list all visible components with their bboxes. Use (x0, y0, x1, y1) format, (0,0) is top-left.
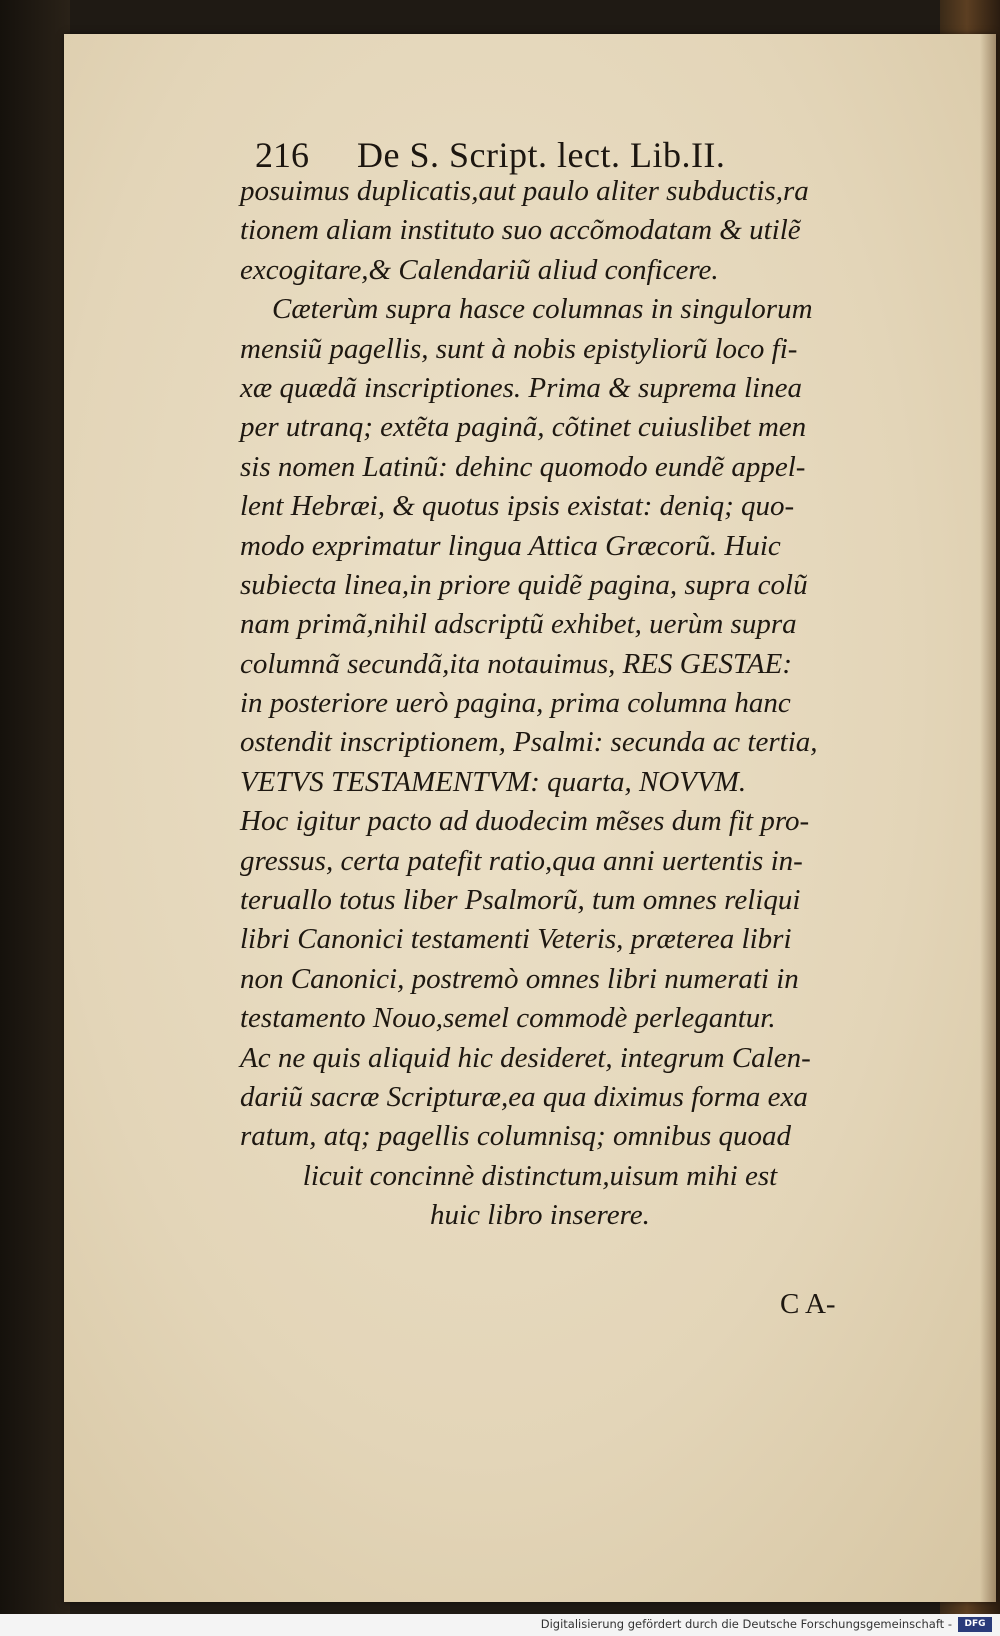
text-line: lent Hebræi, & quotus ipsis existat: deniq; quo- (240, 490, 795, 523)
body-text (240, 172, 840, 1236)
text-line: Hoc igitur pacto ad duodecim mẽses dum fit pro- (240, 805, 810, 838)
text-line: Ac ne quis aliquid hic desideret, integrum Calen- (240, 1041, 811, 1074)
text-line: non Canonici, postremò omnes libri numerati in (240, 962, 799, 995)
text-line: xæ quædã inscriptiones. Prima & suprema linea (240, 371, 802, 404)
text-line: VETVS TESTAMENTVM: quarta, NOVVM. (240, 765, 747, 798)
text-line: subiecta linea,in priore quidẽ pagina, supra colũ (240, 568, 808, 601)
text-line: libri Canonici testamenti Veteris, præterea libri (240, 923, 792, 956)
text-line: nam primã,nihil adscriptũ exhibet, uerùm supra (240, 608, 797, 641)
text-line: dariũ sacræ Scripturæ,ea qua diximus forma exa (240, 1080, 808, 1113)
text-line: posuimus duplicatis,aut paulo aliter subductis,ra (240, 175, 809, 207)
text-line: teruallo totus liber Psalmorũ, tum omnes reliqui (240, 884, 801, 917)
footer-credit: Digitalisierung gefördert durch die Deutsche Forschungsgemeinschaft - (540, 1617, 952, 1631)
text-line: Cæterùm supra hasce columnas in singulorum (272, 293, 813, 326)
text-line: ratum, atq; pagellis columnisq; omnibus quoad (240, 1120, 791, 1153)
text-line: licuit concinnè distinctum,uisum mihi est (302, 1159, 778, 1192)
text-line: excogitare,& Calendariũ aliud conficere. (240, 253, 719, 286)
dfg-logo: DFG (958, 1617, 992, 1632)
text-line: mensiũ pagellis, sunt à nobis epistyliorũ loco fi- (240, 332, 798, 365)
text-line: tionem aliam instituto suo accõmodatam & utilẽ (240, 214, 801, 247)
running-title: De S. Script. lect. Lib.II. (357, 135, 726, 175)
page-edge-shadow (980, 34, 996, 1602)
text-line: testamento Nouo,semel commodè perlegantur. (240, 1002, 776, 1035)
text-line: per utranq; extẽta paginã, cõtinet cuiuslibet men (240, 411, 807, 444)
catchword: C A- (780, 1288, 836, 1320)
text-line: columnã secundã,ita notauimus, RES GESTAE: (240, 647, 793, 680)
text-line: gressus, certa patefit ratio,qua anni uertentis in- (240, 844, 803, 877)
text-line: huic libro inserere. (430, 1199, 650, 1232)
text-line: ostendit inscriptionem, Psalmi: secunda ac tertia, (240, 726, 818, 759)
text-line: modo exprimatur lingua Attica Græcorũ. Huic (240, 529, 781, 562)
text-line: in posteriore uerò pagina, prima columna hanc (240, 687, 791, 720)
page-number: 216 (255, 135, 309, 175)
text-line: sis nomen Latinũ: dehinc quomodo eundẽ appel- (240, 450, 806, 483)
scan-background-left (0, 0, 70, 1636)
footer-bar (0, 1614, 1000, 1636)
